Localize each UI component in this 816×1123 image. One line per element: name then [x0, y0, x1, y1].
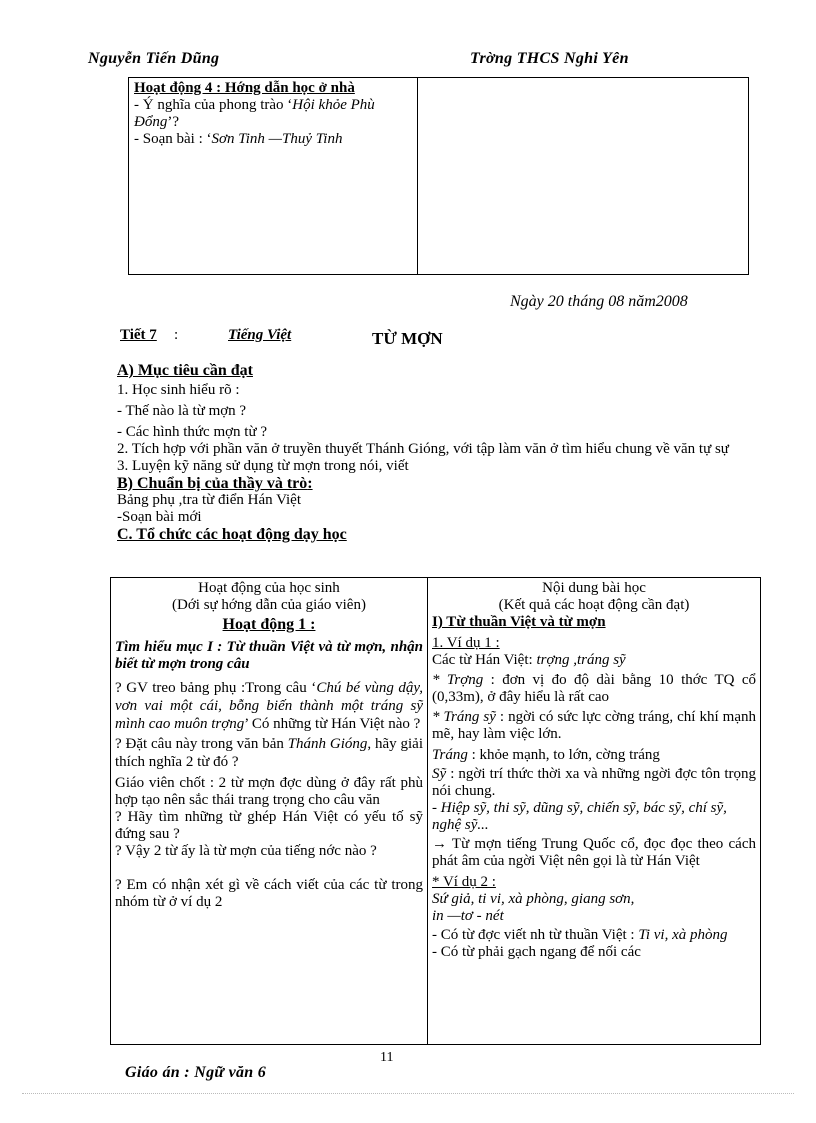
date-line: Ngày 20 tháng 08 năm2008: [510, 293, 688, 310]
example-1-label: 1. Ví dụ 1 :: [432, 635, 500, 651]
definition-trang-sy: * Tráng sỹ : ngời có sức lực cờng tráng, chí khí mạnh mẽ, hay làm việc lớn.: [432, 709, 756, 742]
top-table-left-cell: [129, 78, 418, 275]
question-3: ? Hãy tìm những từ ghép Hán Việt có yếu tố sỹ đứng sau ?: [115, 809, 423, 842]
section-c-heading: C. Tổ chức các hoạt động dạy học: [117, 526, 347, 543]
activity-1-title: Hoạt động 1 :: [222, 616, 316, 633]
activity-4-line1: - Ý nghĩa của phong trào ‘Hội khỏe Phù Đổng’?: [134, 97, 375, 130]
page-number: 11: [380, 1050, 394, 1065]
observation-1: - Có từ đợc viết nh từ thuần Việt : Ti vi, xà phòng: [432, 927, 728, 943]
activity-table: [110, 577, 761, 1045]
arrow-right-icon: →: [432, 836, 447, 852]
observation-2: - Có từ phải gạch ngang để nối các: [432, 944, 641, 960]
example-2-words-2: in —tơ - nét: [432, 908, 504, 924]
section-b-heading: B) Chuẩn bị của thầy và trò:: [117, 475, 313, 492]
activity-4-line2: - Soạn bài : ‘Sơn Tinh —Thuỷ Tinh: [134, 131, 343, 147]
right-column-subheader: (Kết quả các hoạt động cần đạt): [498, 597, 690, 613]
right-section-heading: I) Từ thuần Việt và từ mợn: [432, 614, 606, 630]
example-2-words: Sứ giả, ti vi, xà phòng, giang sơn,: [432, 891, 635, 907]
teacher-summary: Giáo viên chốt : 2 từ mợn đợc dùng ở đây rất phù hợp tạo nên sắc thái trang trọng cho câu văn: [115, 775, 423, 808]
section-a: [117, 362, 747, 543]
conclusion: → Từ mợn tiếng Trung Quốc cổ, đọc đọc theo cách phát âm của ngời Việt nên gọi là từ Hán Việt: [432, 836, 756, 869]
preparation-item: Bảng phụ ,tra từ điển Hán Việt: [117, 492, 301, 508]
lesson-subject: Tiếng Việt: [228, 327, 292, 343]
definition-trang: Tráng : khỏe mạnh, to lớn, cờng tráng: [432, 747, 660, 763]
question-2: ? Đặt câu này trong văn bản Thánh Gióng, hãy giải thích nghĩa 2 từ đó ?: [115, 736, 424, 770]
lesson-title: TỪ MỢN: [372, 329, 443, 348]
top-table-right-cell: [418, 78, 749, 275]
activity-1-task: Tìm hiểu mục I : Từ thuần Việt và từ mợn, nhận biết từ mợn trong câu: [115, 639, 423, 672]
left-column-subheader: (Dới sự hớng dẫn của giáo viên): [172, 597, 366, 613]
activity-table-left-column: [111, 578, 428, 1045]
question-5: ? Em có nhận xét gì về cách viết của các từ trong nhóm từ ở ví dụ 2: [115, 877, 423, 910]
section-a-heading: A) Mục tiêu cần đạt: [117, 362, 253, 379]
question-1: ? GV treo bảng phụ :Trong câu ‘Chú bé vùng dậy, vơn vai một cái, bỗng biến thành một tráng sỹ mình cao muôn trợng’ Có những từ Hán Việt nào ?: [115, 680, 423, 732]
sy-word-list: - Hiệp sỹ, thi sỹ, dũng sỹ, chiến sỹ, bác sỹ, chí sỹ, nghệ sỹ...: [432, 800, 727, 833]
preparation-item: -Soạn bài mới: [117, 509, 202, 525]
example-2-label: * Ví dụ 2 :: [432, 874, 496, 890]
header-author: Nguyễn Tiến Dũng: [88, 50, 220, 67]
left-column-header: Hoạt động của học sinh: [198, 580, 340, 596]
objective-item: - Các hình thức mợn từ ?: [117, 424, 267, 440]
activity-table-right-column: [428, 578, 761, 1045]
lesson-period-colon: :: [174, 327, 179, 343]
definition-trong: * Trợng : đơn vị đo độ dài bằng 10 thớc TQ cổ (0,33m), ở đây hiểu là rất cao: [432, 672, 757, 705]
objective-item: - Thế nào là từ mợn ?: [117, 403, 247, 419]
footer-book: Giáo án : Ngữ văn 6: [125, 1064, 267, 1081]
page-edge-divider: [22, 1093, 794, 1094]
objective-item: 2. Tích hợp với phần văn ở truyền thuyết Thánh Gióng, với tập làm văn ở tìm hiểu chung về văn tự sự: [117, 441, 729, 457]
definition-sy: Sỹ : ngời trí thức thời xa và những ngời đợc tôn trọng nói chung.: [432, 766, 756, 799]
activity-4-title: Hoạt động 4 : Hớng dẫn học ở nhà: [134, 80, 355, 96]
lesson-period: Tiết 7: [120, 327, 157, 343]
question-4: ? Vậy 2 từ ấy là từ mợn của tiếng nớc nào ?: [115, 843, 377, 859]
header-school: Trờng THCS Nghi Yên: [470, 50, 629, 67]
objective-item: 1. Học sinh hiểu rõ :: [117, 382, 240, 398]
objective-item: 3. Luyện kỹ năng sử dụng từ mợn trong nói, viết: [117, 458, 409, 474]
sino-words: Các từ Hán Việt: trợng ,tráng sỹ: [432, 652, 626, 668]
top-table: [128, 77, 749, 275]
right-column-header: Nội dung bài học: [542, 580, 646, 596]
